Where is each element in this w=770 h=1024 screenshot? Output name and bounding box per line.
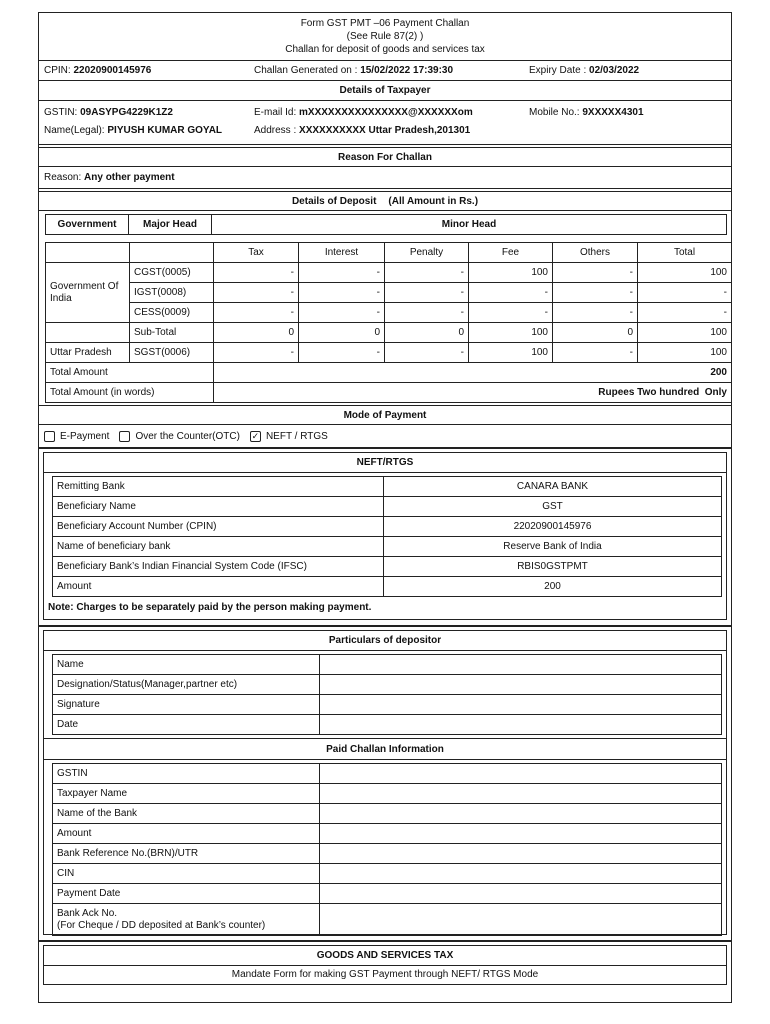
col-fee: Fee bbox=[469, 243, 553, 263]
table-cell: - bbox=[385, 343, 469, 363]
total-words-label: Total Amount (in words) bbox=[46, 383, 214, 403]
paid-amount-value bbox=[320, 824, 722, 844]
col-others: Others bbox=[553, 243, 638, 263]
expiry-field bbox=[529, 65, 639, 76]
e-payment-checkbox[interactable] bbox=[44, 431, 55, 442]
beneficiary-bank-label: Name of beneficiary bank bbox=[53, 537, 384, 557]
paid-payment-date-label: Payment Date bbox=[53, 884, 320, 904]
paid-brn-label: Bank Reference No.(BRN)/UTR bbox=[53, 844, 320, 864]
legal-name-label: Name(Legal): bbox=[44, 125, 105, 136]
bank-ack-label-line2: (For Cheque / DD deposited at Bank’s counter) bbox=[57, 919, 266, 931]
table-row bbox=[53, 864, 722, 884]
generated-field bbox=[254, 65, 529, 76]
neft-rtgs-frame bbox=[43, 452, 727, 620]
table-row bbox=[53, 557, 722, 577]
rule-reference: (See Rule 87(2) ) bbox=[346, 31, 424, 42]
neft-rtgs-table bbox=[52, 476, 722, 597]
table-cell: - bbox=[469, 283, 553, 303]
address-value: XXXXXXXXXX Uttar Pradesh,201301 bbox=[299, 125, 471, 136]
mobile-value: 9XXXXX4301 bbox=[582, 107, 644, 118]
table-cell: - bbox=[638, 283, 732, 303]
major-head-cess: CESS(0009) bbox=[130, 303, 214, 323]
depositor-date-value bbox=[320, 715, 722, 735]
cpin-field bbox=[44, 65, 254, 76]
bank-ack-label bbox=[53, 904, 320, 936]
mobile-label: Mobile No.: bbox=[529, 107, 580, 118]
state-label: Uttar Pradesh bbox=[46, 343, 130, 363]
table-cell: - bbox=[553, 343, 638, 363]
col-penalty: Penalty bbox=[385, 243, 469, 263]
table-row bbox=[46, 323, 732, 343]
reason-label: Reason: bbox=[44, 172, 82, 183]
address-label: Address : bbox=[254, 125, 297, 136]
cpin-row bbox=[39, 61, 731, 81]
neft-amount-value: 200 bbox=[384, 577, 722, 597]
depositor-frame bbox=[43, 630, 727, 935]
sub-total-label: Sub-Total bbox=[130, 323, 214, 343]
paid-info-table bbox=[52, 763, 722, 936]
beneficiary-bank-value: Reserve Bank of India bbox=[384, 537, 722, 557]
table-cell: - bbox=[214, 343, 299, 363]
footer-subtitle: Mandate Form for making GST Payment through NEFT/ RTGS Mode bbox=[231, 969, 539, 980]
depositor-signature-label: Signature bbox=[53, 695, 320, 715]
col-tax: Tax bbox=[214, 243, 299, 263]
table-row bbox=[53, 844, 722, 864]
table-row bbox=[53, 477, 722, 497]
form-subtitle: Challan for deposit of goods and services tax bbox=[285, 44, 485, 55]
paid-gstin-value bbox=[320, 764, 722, 784]
email-field bbox=[254, 104, 529, 122]
table-cell: - bbox=[553, 263, 638, 283]
challan-page bbox=[38, 12, 732, 1003]
major-head-cgst: CGST(0005) bbox=[130, 263, 214, 283]
table-cell: - bbox=[553, 283, 638, 303]
otc-checkbox[interactable] bbox=[119, 431, 130, 442]
table-row bbox=[53, 517, 722, 537]
table-row bbox=[53, 804, 722, 824]
generated-value: 15/02/2022 17:39:30 bbox=[360, 65, 454, 76]
neft-amount-label: Amount bbox=[53, 577, 384, 597]
bank-ack-label-line1: Bank Ack No. bbox=[57, 907, 118, 919]
taxpayer-details bbox=[39, 101, 731, 145]
cpin-value: 22020900145976 bbox=[73, 65, 152, 76]
table-cell: - bbox=[385, 263, 469, 283]
table-row bbox=[53, 715, 722, 735]
table-cell: - bbox=[214, 283, 299, 303]
option-neft-rtgs[interactable] bbox=[250, 431, 328, 442]
depositor-table bbox=[52, 654, 722, 735]
neft-rtgs-checkbox[interactable]: ✓ bbox=[251, 430, 260, 441]
option-e-payment[interactable] bbox=[44, 431, 109, 442]
legal-name-field bbox=[44, 122, 254, 140]
expiry-value: 02/03/2022 bbox=[589, 65, 640, 76]
depositor-title: Particulars of depositor bbox=[44, 631, 726, 651]
col-interest: Interest bbox=[299, 243, 385, 263]
paid-bank-name-value bbox=[320, 804, 722, 824]
otc-label: Over the Counter(OTC) bbox=[135, 430, 240, 442]
remitting-bank-value: CANARA BANK bbox=[384, 477, 722, 497]
depositor-designation-value bbox=[320, 675, 722, 695]
deposit-table bbox=[45, 242, 732, 403]
option-otc[interactable] bbox=[119, 431, 239, 442]
deposit-section-title bbox=[39, 191, 731, 211]
table-cell: - bbox=[214, 303, 299, 323]
total-amount-value: 200 bbox=[214, 363, 732, 383]
beneficiary-name-label: Beneficiary Name bbox=[53, 497, 384, 517]
footer-frame bbox=[43, 945, 727, 985]
paid-payment-date-value bbox=[320, 884, 722, 904]
paid-bank-name-label: Name of the Bank bbox=[53, 804, 320, 824]
table-row bbox=[46, 303, 732, 323]
major-head-sgst: SGST(0006) bbox=[130, 343, 214, 363]
table-cell: 100 bbox=[638, 263, 732, 283]
legal-name-value: PIYUSH KUMAR GOYAL bbox=[107, 125, 223, 136]
deposit-note: (All Amount in Rs.) bbox=[388, 195, 479, 207]
gstin-value: 09ASYPG4229K1Z2 bbox=[80, 107, 173, 118]
beneficiary-account-value: 22020900145976 bbox=[384, 517, 722, 537]
reason-value: Any other payment bbox=[84, 172, 175, 183]
challan-header bbox=[39, 13, 731, 61]
paid-info-title: Paid Challan Information bbox=[44, 738, 726, 760]
table-cell: - bbox=[469, 303, 553, 323]
table-row bbox=[53, 537, 722, 557]
minor-head-header: Minor Head bbox=[212, 215, 727, 235]
email-label: E-mail Id: bbox=[254, 107, 297, 118]
paid-cin-value bbox=[320, 864, 722, 884]
table-cell: - bbox=[385, 283, 469, 303]
bank-ack-value bbox=[320, 904, 722, 936]
col-total: Total bbox=[638, 243, 732, 263]
major-head-igst: IGST(0008) bbox=[130, 283, 214, 303]
beneficiary-account-label: Beneficiary Account Number (CPIN) bbox=[53, 517, 384, 537]
e-payment-label: E-Payment bbox=[60, 430, 110, 442]
paid-cin-label: CIN bbox=[53, 864, 320, 884]
mobile-field bbox=[529, 104, 644, 122]
table-cell: 0 bbox=[553, 323, 638, 343]
paid-taxpayer-name-label: Taxpayer Name bbox=[53, 784, 320, 804]
deposit-title: Details of Deposit bbox=[291, 195, 377, 207]
table-cell: - bbox=[553, 303, 638, 323]
beneficiary-name-value: GST bbox=[384, 497, 722, 517]
table-cell: - bbox=[299, 263, 385, 283]
table-row bbox=[53, 824, 722, 844]
reason-section-title: Reason For Challan bbox=[39, 147, 731, 167]
address-field bbox=[254, 122, 470, 140]
table-cell: 0 bbox=[385, 323, 469, 343]
depositor-designation-label: Designation/Status(Manager,partner etc) bbox=[53, 675, 320, 695]
depositor-name-value bbox=[320, 655, 722, 675]
table-cell: 100 bbox=[638, 323, 732, 343]
table-cell: - bbox=[385, 303, 469, 323]
table-row bbox=[46, 283, 732, 303]
total-amount-label: Total Amount bbox=[46, 363, 214, 383]
table-cell: 100 bbox=[469, 263, 553, 283]
table-cell: - bbox=[299, 343, 385, 363]
table-row bbox=[53, 904, 722, 936]
taxpayer-section-title: Details of Taxpayer bbox=[39, 81, 731, 101]
neft-rtgs-title: NEFT/RTGS bbox=[44, 453, 726, 473]
table-row bbox=[53, 784, 722, 804]
total-words-row bbox=[46, 383, 732, 403]
table-row bbox=[53, 884, 722, 904]
paid-taxpayer-name-value bbox=[320, 784, 722, 804]
expiry-label: Expiry Date : bbox=[529, 65, 587, 76]
table-row bbox=[53, 497, 722, 517]
table-row bbox=[46, 343, 732, 363]
paid-brn-value bbox=[320, 844, 722, 864]
gstin-field bbox=[44, 104, 254, 122]
depositor-name-label: Name bbox=[53, 655, 320, 675]
table-row bbox=[46, 263, 732, 283]
table-cell: 0 bbox=[214, 323, 299, 343]
depositor-signature-value bbox=[320, 695, 722, 715]
government-header: Government bbox=[46, 215, 129, 235]
table-cell: - bbox=[299, 283, 385, 303]
table-row bbox=[53, 764, 722, 784]
email-value: mXXXXXXXXXXXXXXX@XXXXXXom bbox=[299, 107, 473, 118]
table-cell: - bbox=[638, 303, 732, 323]
table-row bbox=[53, 655, 722, 675]
generated-label: Challan Generated on : bbox=[254, 65, 358, 76]
charges-note: Note: Charges to be separately paid by the person making payment. bbox=[48, 602, 372, 613]
cpin-label: CPIN: bbox=[44, 65, 71, 76]
remitting-bank-label: Remitting Bank bbox=[53, 477, 384, 497]
reason-row bbox=[39, 167, 731, 189]
total-words-value: Rupees Two hundred Only bbox=[214, 383, 732, 403]
deposit-heading-table bbox=[45, 214, 727, 235]
gstin-label: GSTIN: bbox=[44, 107, 78, 118]
ifsc-label: Beneficiary Bank’s Indian Financial System Code (IFSC) bbox=[53, 557, 384, 577]
table-row bbox=[53, 675, 722, 695]
footer-title: GOODS AND SERVICES TAX bbox=[44, 946, 726, 966]
paid-gstin-label: GSTIN bbox=[53, 764, 320, 784]
table-cell: - bbox=[214, 263, 299, 283]
table-cell: 100 bbox=[469, 323, 553, 343]
paid-amount-label: Amount bbox=[53, 824, 320, 844]
table-row bbox=[53, 577, 722, 597]
minor-head-columns-row bbox=[46, 243, 732, 263]
major-head-header: Major Head bbox=[129, 215, 212, 235]
table-cell: 100 bbox=[469, 343, 553, 363]
depositor-date-label: Date bbox=[53, 715, 320, 735]
ifsc-value: RBIS0GSTPMT bbox=[384, 557, 722, 577]
table-row bbox=[53, 695, 722, 715]
payment-section-title: Mode of Payment bbox=[39, 405, 731, 425]
form-title: Form GST PMT –06 Payment Challan bbox=[300, 18, 470, 29]
table-cell: 0 bbox=[299, 323, 385, 343]
neft-rtgs-label: NEFT / RTGS bbox=[265, 430, 328, 442]
table-cell: - bbox=[299, 303, 385, 323]
goi-label: Government Of India bbox=[46, 263, 130, 323]
payment-options bbox=[39, 425, 731, 449]
table-cell: 100 bbox=[638, 343, 732, 363]
total-amount-row bbox=[46, 363, 732, 383]
